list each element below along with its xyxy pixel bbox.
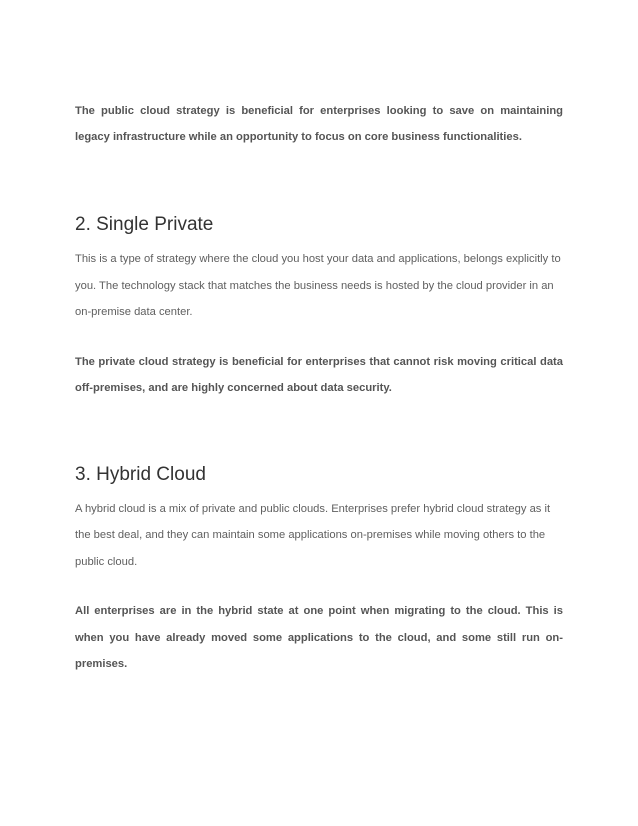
section-heading-hybrid-cloud: 3. Hybrid Cloud <box>75 463 206 485</box>
section-bold-single-private: The private cloud strategy is beneficial for enterprises that cannot risk moving critical data off-premises, and are highly concerned about data security. <box>75 355 563 394</box>
section-heading-single-private: 2. Single Private <box>75 214 214 235</box>
intro-bold-paragraph: The public cloud strategy is beneficial for enterprises looking to save on maintaining legacy infrastructure while an opportunity to focus on core business functionalities. <box>75 105 563 143</box>
section-body-hybrid-cloud: A hybrid cloud is a mix of private and public clouds. Enterprises prefer hybrid cloud strategy as it the best deal, and they can maintain some applications on-premises while moving others to the public cloud. <box>75 502 551 568</box>
section-bold-hybrid-cloud: All enterprises are in the hybrid state at one point when migrating to the cloud. This is when you have already moved some applications to the cloud, and some still run on-premises. <box>75 605 563 670</box>
document-page <box>75 98 563 678</box>
section-body-single-private: This is a type of strategy where the cloud you host your data and applications, belongs explicitly to you. The technology stack that matches the business needs is hosted by the cloud provider in an on-premise data center. <box>75 253 561 318</box>
